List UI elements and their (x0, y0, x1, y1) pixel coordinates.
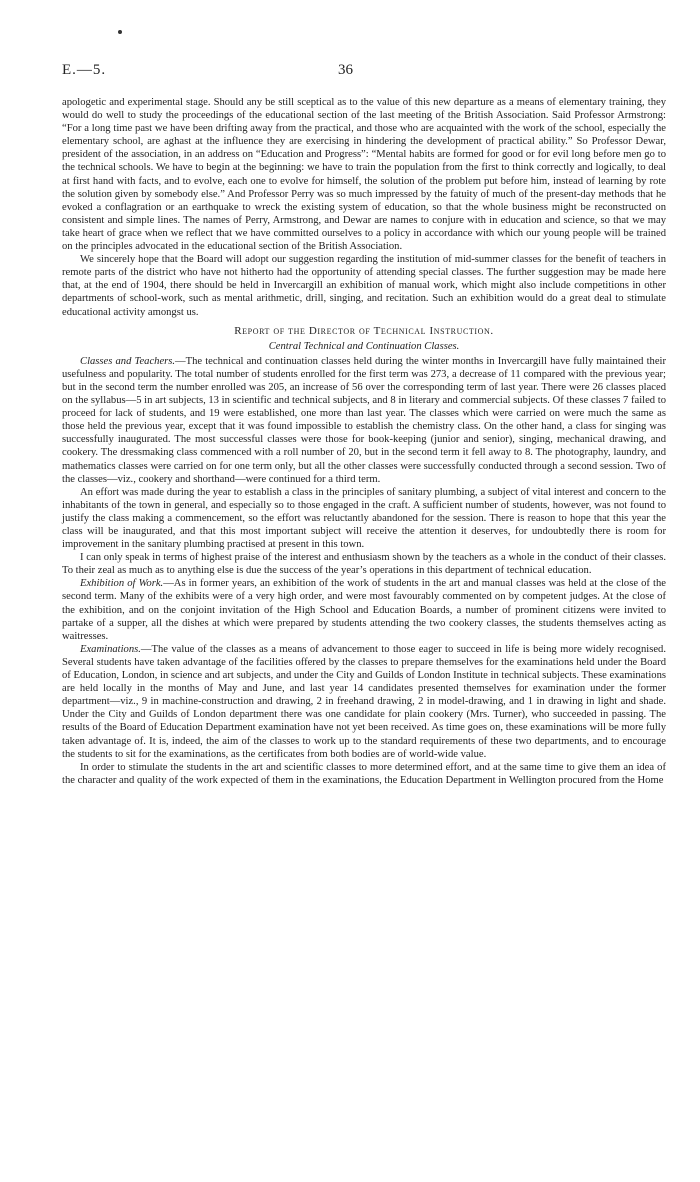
paragraph-sanitary-plumbing: An effort was made during the year to establish a class in the principles of sanitary plumbing, a subject of vital interest and concern to the inhabitants of the town in general, and especially so to those engaged in the craft. A sufficient number of students, however, was not found to justify the class making a commencement, so the effort was reluctantly abandoned for the session. There is reason to hope that this year the class will be inaugurated, and that this most important subject will receive the attention it deserves, for undoubtedly there is room for improvement in the sanitary plumbing practised at present in this town. (62, 486, 666, 551)
paragraph-examinations (62, 643, 666, 761)
paragraph-classes-and-teachers (62, 355, 666, 486)
section-heading: Report of the Director of Technical Instruction. (234, 324, 494, 337)
paragraph-text: —The technical and continuation classes held during the winter months in Invercargill have fully maintained their usefulness and popularity. The total number of students enrolled for the first term was 273, a decrease of 11 compared with the previous year; but in the second term the number enrolled was 205, an increase of 56 over the corresponding term of last year. There were 26 classes placed on the syllabus—5 in art subjects, 13 in scientific and technical subjects, and 8 in literary and commercial subjects. Of these classes 7 failed to proceed for lack of students, and 19 were established, one more than last year. The classes which were carried on were much the same as those held the previous year, except that it was found impossible to establish the chemistry class. On the other hand, a class for singing was successfully inaugurated. The most successful classes were those for book-keeping (junior and senior), singing, mechanical drawing, and cookery. The dressmaking class commenced with a roll number of 20, but in the second term it fell away to 8. The photography, laundry, and mathematics classes were carried on for one term only, but all the other classes were successfully conducted through a second session. Two of the classes—viz., cookery and shorthand—were continued for a third term. (62, 355, 666, 485)
ink-mark (118, 30, 122, 34)
paragraph-text: —The value of the classes as a means of advancement to those eager to succeed in life is being more widely recognised. Several students have taken advantage of the facilities offered by the classes to prepare themselves for the examinations held under the Board of Education, London, in science and art subjects, and under the City and Guilds of London Institute in technical subjects. These examinations are held locally in the months of May and June, and last year 14 candidates presented themselves for examination under the former department—viz., 9 in machine-construction and drawing, 2 in freehand drawing, 2 in model-drawing, and 1 in drawing in light and shade. Under the City and Guilds of London department there was one candidate for plain cookery (Mrs. Turner), who succeeded in passing. The results of the Board of Education Department examination have not yet been received. As time goes on, these examinations will be more fully taken advantage of. It is, indeed, the aim of the classes to work up to the standard requirements of these two departments, and to encourage the students to sit for the examinations, as the certificates from both bodies are of world-wide value. (62, 643, 666, 760)
section-subheading: Central Technical and Continuation Classes. (268, 340, 460, 352)
paragraph-text: —As in former years, an exhibition of the work of students in the art and manual classes was held at the close of the second term. Many of the exhibits were of a very high order, and were most favourably commented on by competent judges. At the close of the exhibition, and on the conjoint invitation of the High School and Education Boards, a number of prominent citizens were invited to partake of a supper, all the dishes at which were prepared by students attending the two cookery classes, the students themselves acting as waitresses. (62, 578, 666, 642)
paragraph-midsummer-classes: We sincerely hope that the Board will adopt our suggestion regarding the institution of mid-summer classes for the benefit of teachers in remote parts of the district who have not hitherto had the opportunity of attending special classes. The further suggestion may be made here that, at the end of 1904, there should be held in Invercargill an exhibition of manual work, which might also include competitions in other departments of school-work, such as mental arithmetic, drill, singing, and recitation. Such an exhibition would do a great deal to stimulate educational activity amongst us. (62, 254, 666, 318)
paragraph-stimulate-students: In order to stimulate the students in the art and scientific classes to more determined effort, and at the same time to give them an idea of the character and quality of the work expected of them in the examinations, the Education Department in Wellington procured from the Home (62, 761, 666, 786)
paragraph-continued: apologetic and experimental stage. Should any be still sceptical as to the value of this new departure as a means of elementary training, they would do well to study the proceedings of the educational section of the last meeting of the British Association. Said Professor Armstrong: “For a long time past we have been drifting away from the practical, and those who are acquainted with the work of the school, especially the elementary school, are aghast at the influence they are exercising in hindering the development of practical ability.” So Professor Dewar, president of the association, in an address on “Education and Progress”: “Mental habits are formed for good or for evil long before men go to the technical schools. We have to begin at the beginning: we have to train the population from the first to think correctly and logically, to deal at first hand with facts, and to evolve, each one to evolve for himself, the solution of the problem put before him, instead of learning by rote the solution given by somebody else.” And Professor Perry was so much impressed by the fatuity of much of the present-day methods that he evoked a conflagration or an earthquake to wreck the existing system of education, so that the whole business might be reconstructed on consistent and simple lines. The names of Perry, Armstrong, and Dewar are names to conjure with in education and science, so that we may take heart of grace when we reflect that we have committed ourselves to a policy in accordance with which our young people will be trained on the principles advocated in the educational section of the British Association. (62, 97, 666, 253)
document-body (62, 96, 666, 787)
run-in-heading: Exhibition of Work. (80, 578, 164, 590)
paragraph-exhibition (62, 577, 666, 642)
page-number: 36 (338, 62, 353, 78)
paragraph-teachers-praise: I can only speak in terms of highest praise of the interest and enthusiasm shown by the teachers as a whole in the conduct of their classes. To their zeal as much as to anything else is due the success of the year’s operations in this department of technical education. (62, 552, 666, 577)
run-in-heading: Examinations. (80, 643, 141, 655)
run-in-heading: Classes and Teachers. (80, 355, 176, 367)
section-reference: E.—5. (62, 62, 107, 78)
